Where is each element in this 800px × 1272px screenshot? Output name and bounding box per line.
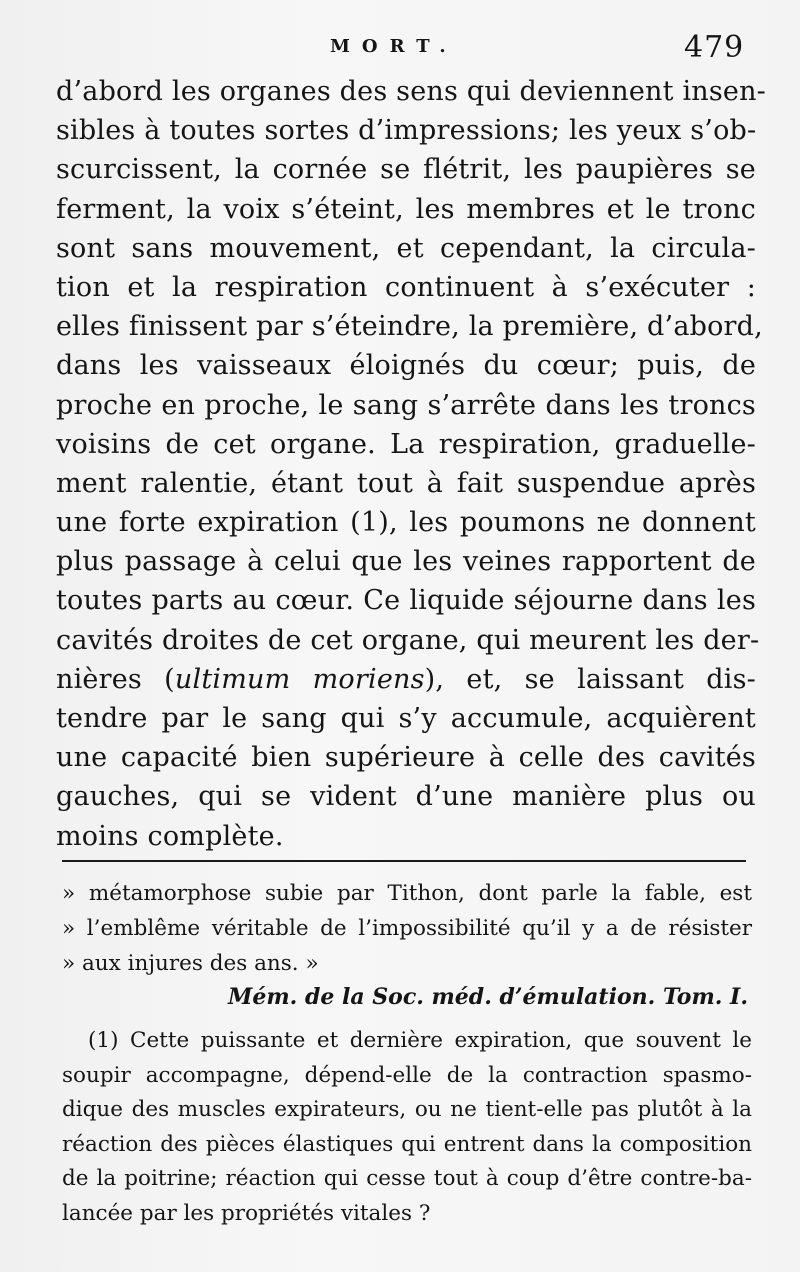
text-line: tendre par le sang qui s’y accumule, acquièrent xyxy=(56,703,756,734)
text-line: scurcissent, la cornée se flétrit, les paupières se xyxy=(56,154,756,186)
text-line: tion et la respiration continuent à s’exécuter : xyxy=(56,271,756,303)
quote-line: » aux injures des ans. » xyxy=(62,951,319,976)
text-line: cavités droites de cet organe, qui meurent les der- xyxy=(56,624,760,656)
text-line: plus passage à celui que les veines rapportent de xyxy=(56,546,756,578)
text-line: ment ralentie, étant tout à fait suspendue après xyxy=(56,467,756,499)
footnote xyxy=(62,1024,752,1231)
quoted-passage xyxy=(62,876,752,981)
footnote-line: soupir accompagne, dépend-elle de la contraction spasmo- xyxy=(62,1062,752,1088)
text-line: une forte expiration (1), les poumons ne donnent xyxy=(56,507,756,539)
text-line: elles finissent par s’éteindre, la première, d’abord, xyxy=(56,311,763,343)
page-number: 479 xyxy=(684,30,745,65)
latin-phrase: ultimum moriens xyxy=(174,663,425,695)
quote-line: » métamorphose subie par Tithon, dont parle la fable, est xyxy=(62,881,752,906)
footnote-line: réaction des pièces élastiques qui entrent dans la composition xyxy=(62,1131,752,1157)
running-head-title: MORT. xyxy=(330,36,458,57)
text-line: ferment, la voix s’éteint, les membres et le tronc xyxy=(56,193,756,225)
citation: Mém. de la Soc. méd. d’émulation. Tom. I. xyxy=(228,984,749,1010)
footnote-line: dique des muscles expirateurs, ou ne tient-elle pas plutôt à la xyxy=(62,1097,752,1122)
footnote-line: (1) Cette puissante et dernière expiration, que souvent le xyxy=(88,1028,752,1053)
text-line: moins complète. xyxy=(56,820,284,852)
text-line: voisins de cet organe. La respiration, graduelle- xyxy=(56,428,756,460)
running-head xyxy=(0,30,800,70)
footnote-line: lancée par les propriétés vitales ? xyxy=(62,1200,431,1226)
main-text xyxy=(56,72,767,856)
footnote-line: de la poitrine; réaction qui cesse tout à coup d’être contre-ba- xyxy=(62,1166,752,1191)
text-line: sont sans mouvement, et cependant, la circula- xyxy=(56,232,756,264)
text-line: gauches, qui se vident d’une manière plus ou xyxy=(56,781,756,813)
text-line: dans les vaisseaux éloignés du cœur; puis, de xyxy=(56,350,756,382)
quote-line: » l’emblême véritable de l’impossibilité qu’il y a de résister xyxy=(62,916,752,941)
text-line: sibles à toutes sortes d’impressions; les yeux s’ob- xyxy=(56,115,757,147)
text-line: proche en proche, le sang s’arrête dans les troncs xyxy=(56,389,756,421)
text-line: nières (ultimum moriens), et, se laissant dis- xyxy=(56,663,757,695)
text-line: toutes parts au cœur. Ce liquide séjourne dans les xyxy=(56,585,756,617)
text-line: une capacité bien supérieure à celle des cavités xyxy=(56,742,756,774)
text-line: d’abord les organes des sens qui deviennent insen- xyxy=(56,76,767,107)
footnote-separator-rule xyxy=(62,860,746,862)
